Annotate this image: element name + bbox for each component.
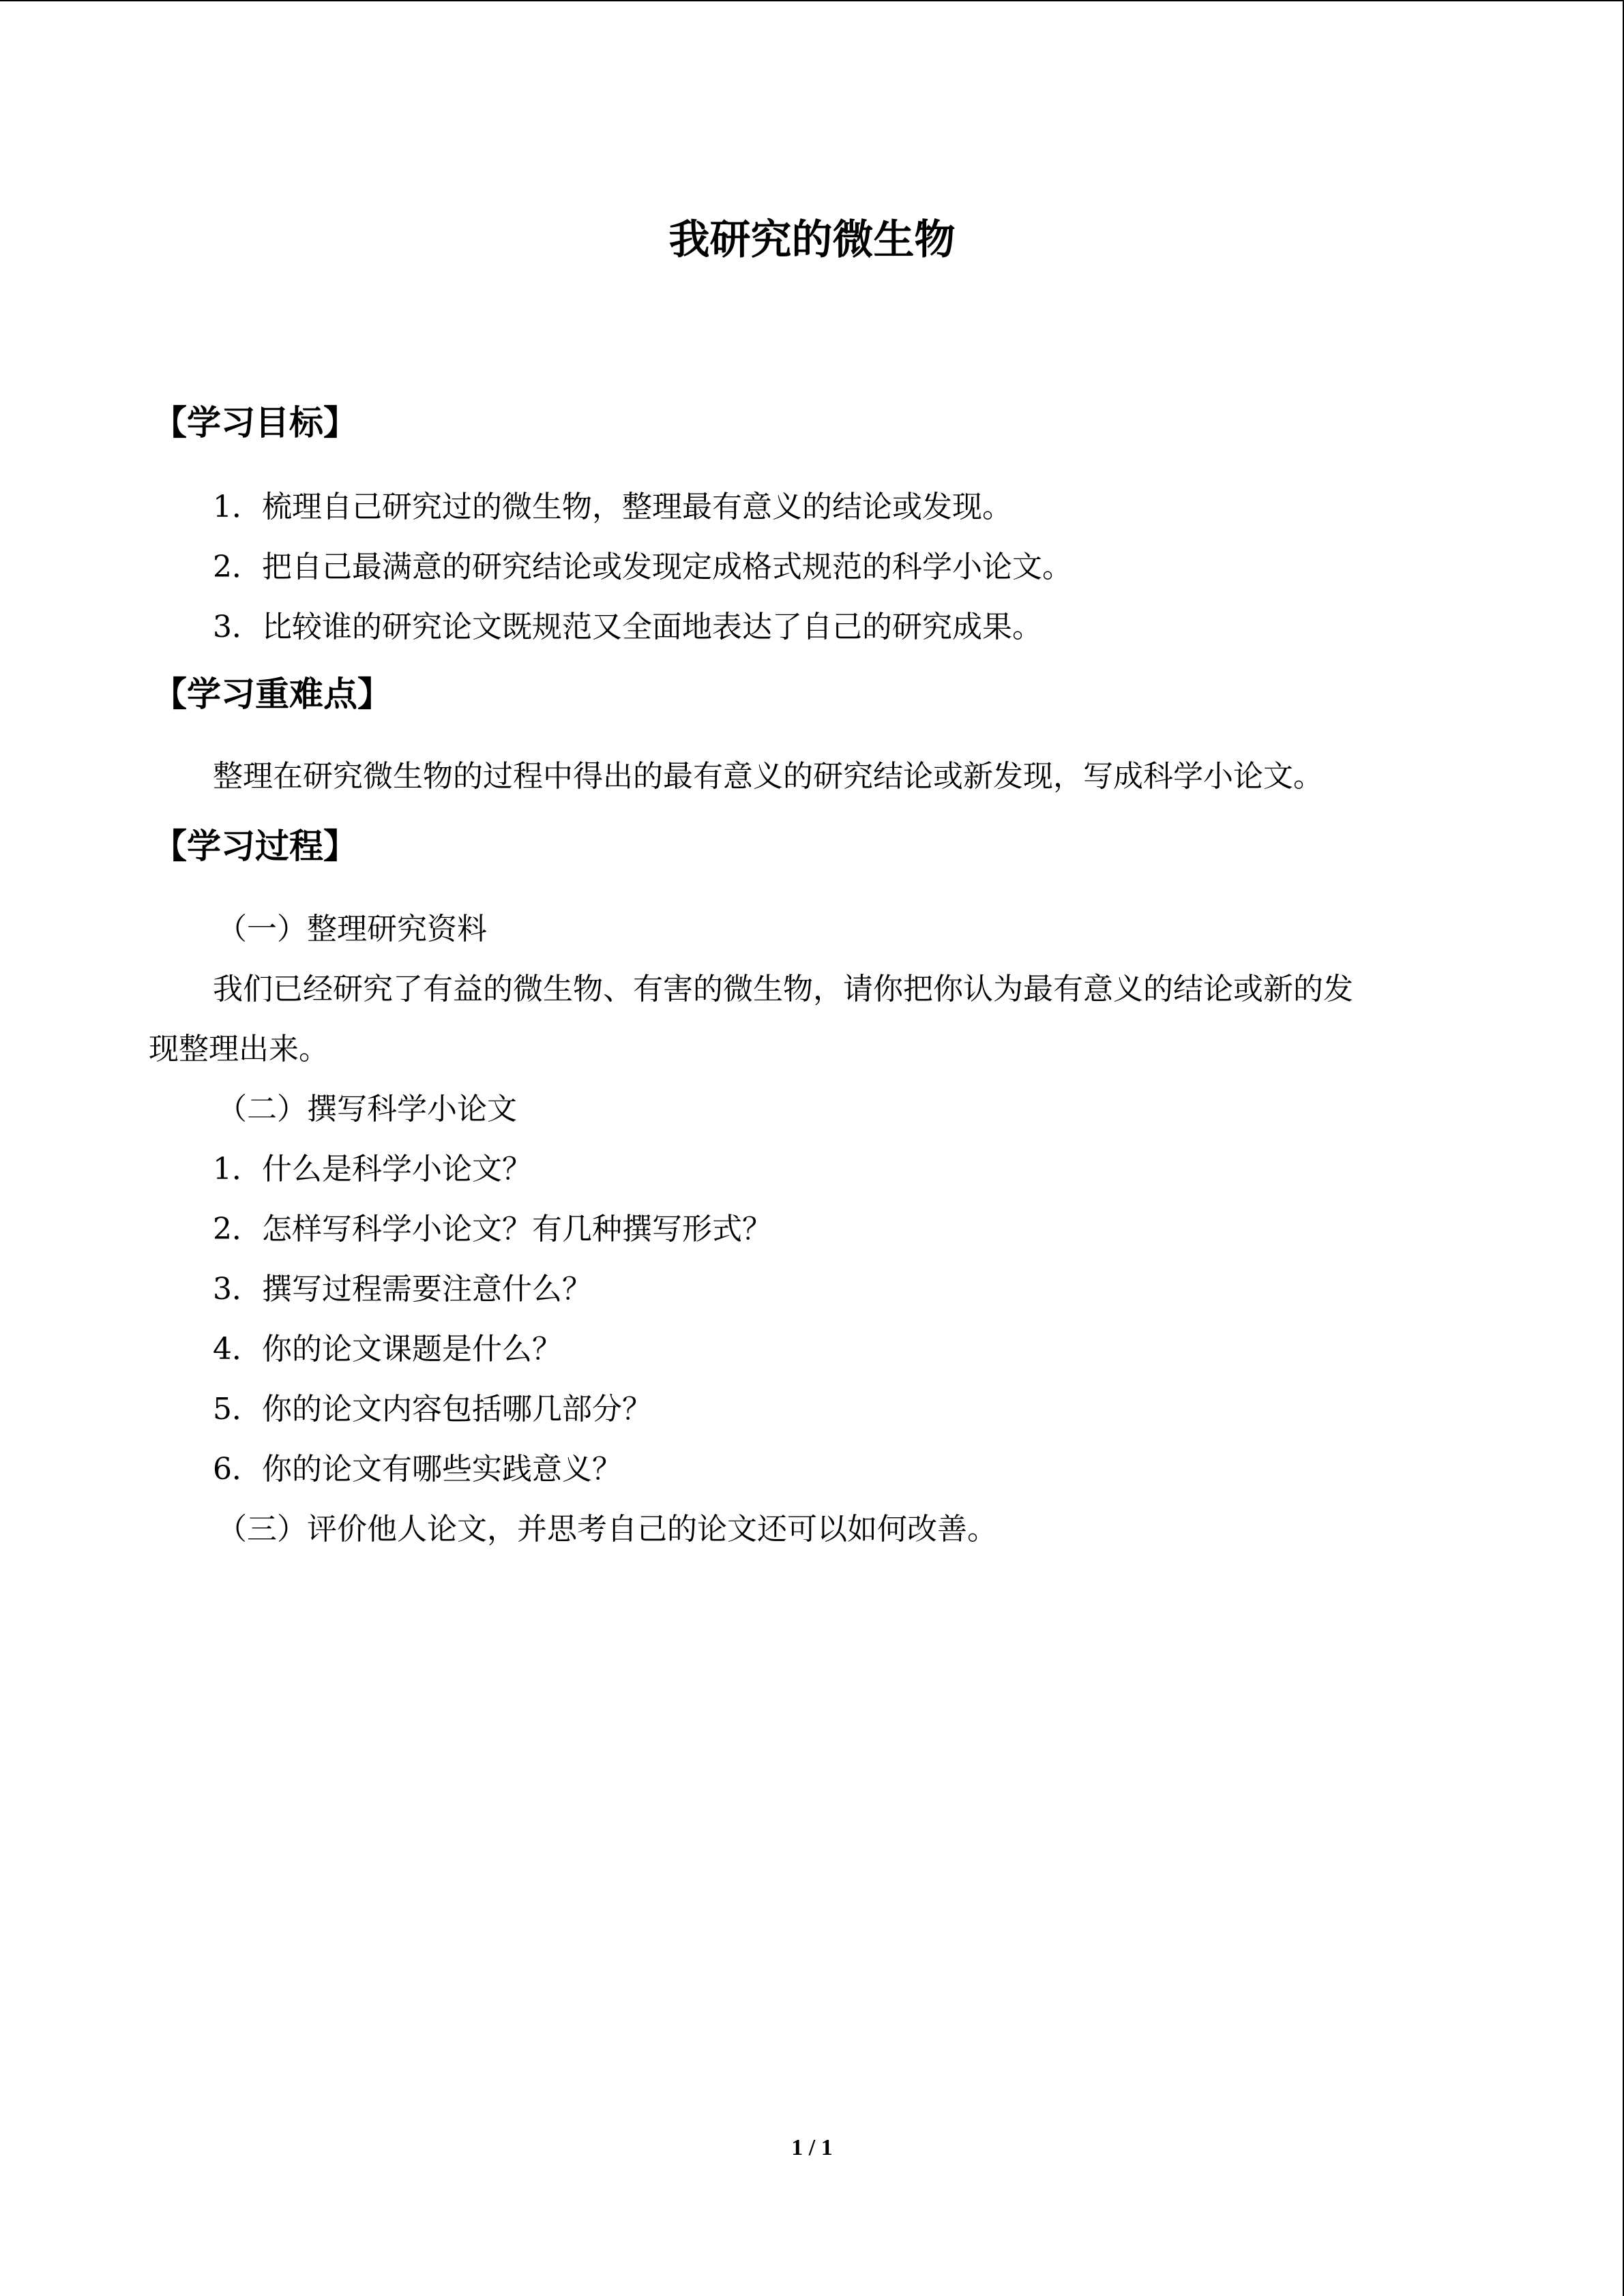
objective-item: 3．比较谁的研究论文既规范又全面地表达了自己的研究成果。: [213, 610, 1042, 644]
document-title: 我研究的微生物: [668, 216, 956, 264]
question-item: 5．你的论文内容包括哪几部分？: [213, 1392, 652, 1427]
objective-item: 2．把自己最满意的研究结论或发现定成格式规范的科学小论文。: [213, 550, 1072, 584]
question-item: 4．你的论文课题是什么？: [213, 1332, 562, 1367]
process-heading: 【学习过程】: [153, 826, 357, 866]
key-points-text: 整理在研究微生物的过程中得出的最有意义的研究结论或新发现，写成科学小论文。: [213, 759, 1323, 794]
process-part2-title: （二）撰写科学小论文: [217, 1092, 517, 1127]
question-item: 1．什么是科学小论文？: [213, 1152, 532, 1187]
page-border-top: [0, 0, 1624, 1]
key-points-heading: 【学习重难点】: [153, 674, 392, 714]
process-part3-title: （三）评价他人论文，并思考自己的论文还可以如何改善。: [217, 1512, 997, 1547]
question-item: 6．你的论文有哪些实践意义？: [213, 1452, 622, 1487]
process-part1-text-line2: 现整理出来。: [149, 1032, 329, 1067]
question-item: 2．怎样写科学小论文？有几种撰写形式？: [213, 1212, 772, 1247]
question-item: 3．撰写过程需要注意什么？: [213, 1272, 592, 1307]
process-part1-title: （一）整理研究资料: [217, 912, 487, 946]
process-part1-text-line1: 我们已经研究了有益的微生物、有害的微生物，请你把你认为最有意义的结论或新的发: [213, 972, 1353, 1007]
page-number: 1 / 1: [791, 2135, 833, 2160]
objective-item: 1．梳理自己研究过的微生物，整理最有意义的结论或发现。: [213, 490, 1012, 524]
objectives-heading: 【学习目标】: [153, 403, 357, 443]
